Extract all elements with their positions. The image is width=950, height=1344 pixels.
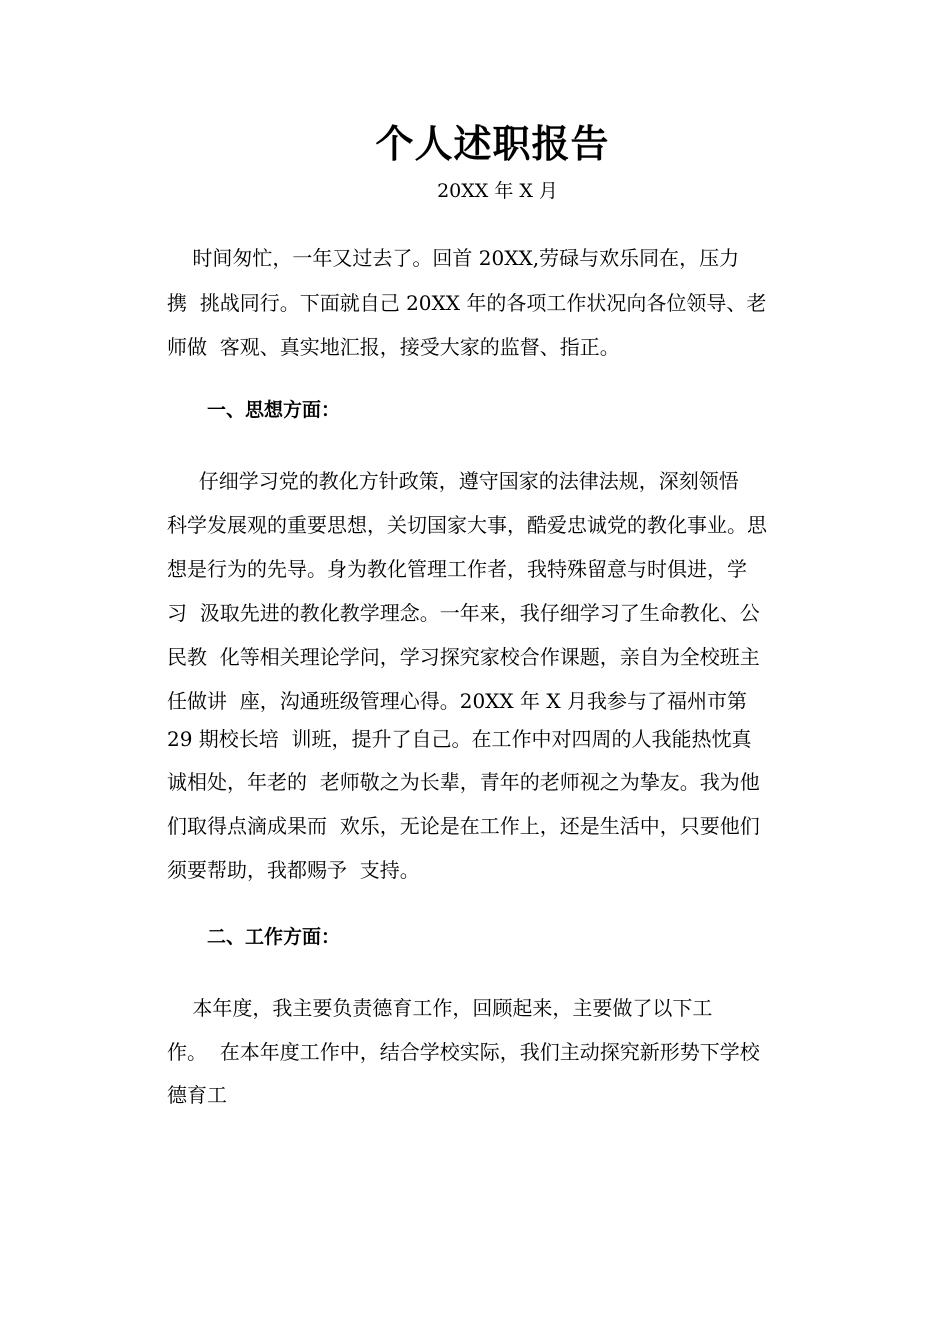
document-title: 个人述职报告 bbox=[375, 122, 610, 166]
section1-line: 科学发展观的重要思想，关切国家大事，酷爱忠诚党的教化事业。思 bbox=[167, 513, 767, 537]
section1-heading: 一、思想方面： bbox=[207, 399, 341, 421]
section2-line: 德育工 bbox=[167, 1083, 227, 1107]
section1-line: 仔细学习党的教化方针政策，遵守国家的法律法规，深刻领悟 bbox=[167, 469, 739, 493]
intro-line: 师做 客观、真实地汇报，接受大家的监督、指正。 bbox=[167, 335, 620, 359]
section1-line: 民教 化等相关理论学问，学习探究家校合作课题，亲自为全校班主 bbox=[167, 645, 760, 669]
section1-line: 习 汲取先进的教化教学理念。一年来，我仔细学习了生命教化、公 bbox=[167, 601, 760, 625]
section2-heading: 二、工作方面： bbox=[207, 926, 341, 948]
section1-line: 任做讲 座，沟通班级管理心得。20XX 年 X 月我参与了福州市第 bbox=[167, 689, 747, 713]
section2-line: 本年度，我主要负责德育工作，回顾起来，主要做了以下工 bbox=[167, 996, 713, 1020]
section1-line: 们取得点滴成果而 欢乐，无论是在工作上，还是生活中，只要他们 bbox=[167, 814, 760, 838]
intro-line: 时间匆忙，一年又过去了。回首 20XX,劳碌与欢乐同在，压力 bbox=[167, 246, 740, 270]
intro-line: 携 挑战同行。下面就自己 20XX 年的各项工作状况向各位领导、老 bbox=[167, 291, 767, 315]
document-date: 20XX 年 X 月 bbox=[437, 180, 558, 202]
section1-line: 诚相处，年老的 老师敬之为长辈，青年的老师视之为挚友。我为他 bbox=[167, 770, 760, 794]
section1-line: 想是行为的先导。身为教化管理工作者，我特殊留意与时俱进，学 bbox=[167, 557, 747, 581]
section2-line: 作。 在本年度工作中，结合学校实际，我们主动探究新形势下学校 bbox=[167, 1040, 760, 1064]
section1-line: 须要帮助，我都赐予 支持。 bbox=[167, 858, 420, 882]
section1-line: 29 期校长培 训班，提升了自己。在工作中对四周的人我能热忱真 bbox=[167, 727, 752, 751]
